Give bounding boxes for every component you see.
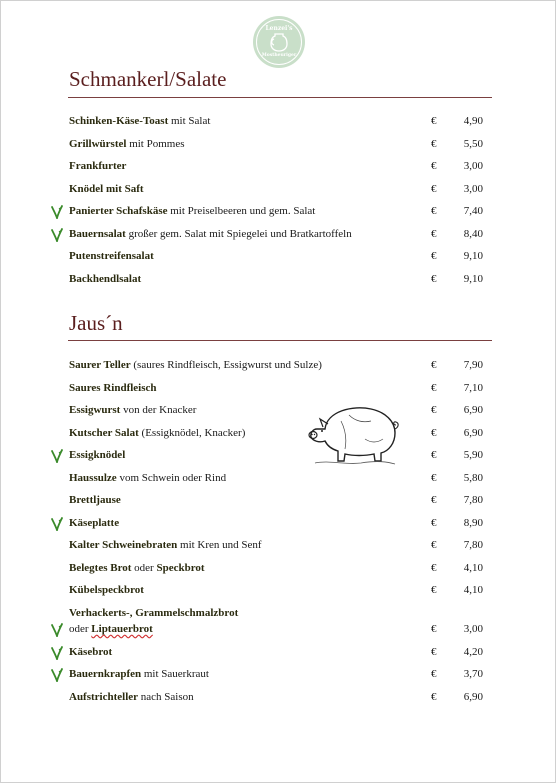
- menu-item-row: [1, 584, 555, 604]
- currency-symbol: €: [431, 250, 437, 262]
- logo-bottom-text: Mostheuriger: [261, 53, 297, 58]
- currency-symbol: €: [431, 205, 437, 217]
- currency-symbol: €: [431, 182, 437, 195]
- menu-item-name: [69, 359, 322, 371]
- menu-item-row: [1, 205, 555, 225]
- item-price: 7,10: [463, 381, 483, 394]
- menu-item-name: [69, 646, 112, 658]
- vegetarian-leaf-icon: [51, 449, 63, 463]
- dish-name: Kutscher Salat: [69, 426, 139, 439]
- menu-item-row: [1, 539, 555, 559]
- restaurant-logo: [253, 16, 305, 68]
- menu-item-name: [69, 623, 153, 635]
- item-price: 8,90: [463, 516, 483, 529]
- menu-item-row: [1, 691, 555, 711]
- currency-symbol: €: [431, 137, 437, 150]
- dish-name: Haussulze: [69, 471, 117, 484]
- section-divider: [68, 340, 492, 341]
- item-price: 7,80: [463, 494, 483, 506]
- currency-symbol: €: [431, 690, 437, 703]
- dish-name: Panierter Schafskäse: [69, 205, 168, 217]
- item-price: 4,10: [463, 561, 483, 574]
- dish-name: Frankfurter: [69, 160, 127, 172]
- currency-symbol: €: [431, 272, 437, 285]
- item-price: 4,90: [463, 115, 483, 127]
- dish-name: Saurer Teller: [69, 359, 131, 371]
- dish-name: Käseplatte: [69, 516, 120, 529]
- menu-item-name: [69, 273, 141, 285]
- menu-item-row: [1, 359, 555, 379]
- currency-symbol: €: [431, 494, 437, 506]
- menu-item-row: [1, 382, 555, 402]
- currency-symbol: €: [431, 516, 437, 529]
- currency-symbol: €: [431, 668, 437, 680]
- dish-name-alt: Liptauerbrot: [91, 623, 153, 635]
- dish-description: nach Saison: [138, 690, 194, 703]
- dish-name: Brettljause: [69, 494, 121, 506]
- menu-item-row: [1, 494, 555, 514]
- dish-description: mit Preiselbeeren und gem. Salat: [167, 205, 316, 217]
- item-price: 3,00: [463, 160, 483, 172]
- currency-symbol: €: [431, 381, 437, 394]
- dish-name: Verhackerts-, Grammelschmalzbrot: [69, 606, 239, 619]
- dish-name: Schinken-Käse-Toast: [69, 115, 169, 127]
- currency-symbol: €: [431, 623, 437, 635]
- item-price: 5,90: [463, 449, 483, 461]
- currency-symbol: €: [431, 227, 437, 240]
- menu-item-row: [1, 160, 555, 180]
- dish-description: großer gem. Salat mit Spiegelei und Bratkartoffeln: [125, 227, 352, 240]
- section-title-jausn: Jaus´n: [69, 311, 123, 335]
- item-price: 4,20: [463, 645, 483, 658]
- item-price: 6,90: [463, 404, 483, 416]
- menu-item-row: [1, 646, 555, 666]
- item-price: 5,50: [463, 137, 483, 150]
- menu-item-name: [69, 472, 226, 484]
- dish-description: oder: [131, 561, 157, 574]
- pig-illustration: [305, 399, 405, 467]
- menu-item-name: [69, 382, 157, 394]
- currency-symbol: €: [431, 561, 437, 574]
- dish-name: Belegtes Brot: [69, 561, 132, 574]
- section-divider: [68, 97, 492, 98]
- menu-item-row: [1, 138, 555, 158]
- dish-name: Backhendlsalat: [69, 272, 142, 285]
- menu-item-row: [1, 250, 555, 270]
- dish-name: Bauernsalat: [69, 227, 126, 240]
- dish-name: Kalter Schweinebraten: [69, 539, 178, 551]
- dish-description: von der Knacker: [120, 404, 197, 416]
- dish-description: vom Schwein oder Rind: [116, 471, 227, 484]
- menu-item-name: [69, 228, 352, 240]
- menu-item-name: [69, 404, 196, 416]
- menu-item-name: [69, 668, 209, 680]
- menu-item-name: [69, 539, 262, 551]
- currency-symbol: €: [431, 359, 437, 371]
- menu-item-name: [69, 584, 144, 596]
- item-price: 9,10: [463, 272, 483, 285]
- item-price: 9,10: [463, 250, 483, 262]
- dish-name: Kübelspeckbrot: [69, 584, 144, 596]
- menu-item-row: [1, 472, 555, 492]
- dish-name: Putenstreifensalat: [69, 250, 154, 262]
- dish-name: Käsebrot: [69, 645, 113, 658]
- currency-symbol: €: [431, 449, 437, 461]
- menu-item-row: [1, 183, 555, 203]
- menu-item-row: [1, 404, 555, 424]
- item-price: 7,90: [463, 359, 483, 371]
- menu-item-name: [69, 183, 144, 195]
- currency-symbol: €: [431, 404, 437, 416]
- menu-item-name: [69, 449, 125, 461]
- jug-icon: [270, 32, 288, 52]
- menu-item-row: [1, 115, 555, 135]
- menu-item-name: [69, 494, 121, 506]
- currency-symbol: €: [431, 115, 437, 127]
- menu-item-name: [69, 607, 238, 619]
- menu-item-row: [1, 668, 555, 688]
- logo-ring: [256, 19, 302, 65]
- menu-item-name: [69, 250, 154, 262]
- currency-symbol: €: [431, 539, 437, 551]
- dish-name: Aufstrichteller: [69, 690, 139, 703]
- menu-item-row: [1, 427, 555, 447]
- vegetarian-leaf-icon: [51, 517, 63, 531]
- menu-item-name: [69, 562, 205, 574]
- dish-description: (Essigknödel, Knacker): [138, 426, 246, 439]
- menu-item-row: [1, 273, 555, 293]
- currency-symbol: €: [431, 584, 437, 596]
- vegetarian-leaf-icon: [51, 646, 63, 660]
- currency-symbol: €: [431, 471, 437, 484]
- currency-symbol: €: [431, 426, 437, 439]
- item-price: 7,80: [463, 539, 483, 551]
- section-title-schmankerl: Schmankerl/Salate: [69, 67, 227, 91]
- dish-name: Essigknödel: [69, 449, 126, 461]
- menu-item-name: [69, 427, 245, 439]
- item-price: 4,10: [463, 584, 483, 596]
- item-price: 3,70: [463, 668, 483, 680]
- vegetarian-leaf-icon: [51, 205, 63, 219]
- dish-name: Knödel mit Saft: [69, 182, 144, 195]
- dish-description: mit Sauerkraut: [141, 668, 209, 680]
- currency-symbol: €: [431, 645, 437, 658]
- menu-item-row: [1, 228, 555, 248]
- item-price: 7,40: [463, 205, 483, 217]
- dish-description: (saures Rindfleisch, Essigwurst und Sulze): [130, 359, 322, 371]
- menu-item-name: [69, 160, 126, 172]
- item-price: 6,90: [463, 690, 483, 703]
- dish-name: Essigwurst: [69, 404, 121, 416]
- dish-description: mit Pommes: [126, 137, 185, 150]
- dish-description: oder: [69, 623, 92, 635]
- item-price: 3,00: [463, 623, 483, 635]
- menu-item-row: [1, 623, 555, 643]
- menu-item-name: [69, 691, 194, 703]
- menu-item-row: [1, 562, 555, 582]
- vegetarian-leaf-icon: [51, 623, 63, 637]
- menu-item-name: [69, 115, 210, 127]
- menu-item-name: [69, 517, 119, 529]
- menu-item-row: [1, 517, 555, 537]
- item-price: 5,80: [463, 471, 483, 484]
- dish-name-alt: Speckbrot: [156, 561, 205, 574]
- menu-item-row: [1, 449, 555, 469]
- item-price: 6,90: [463, 426, 483, 439]
- dish-name: Bauernkrapfen: [69, 668, 142, 680]
- currency-symbol: €: [431, 160, 437, 172]
- vegetarian-leaf-icon: [51, 668, 63, 682]
- menu-item-name: [69, 138, 185, 150]
- vegetarian-leaf-icon: [51, 228, 63, 242]
- dish-name: Grillwürstel: [69, 137, 127, 150]
- dish-description: mit Salat: [168, 115, 211, 127]
- menu-item-name: [69, 205, 315, 217]
- logo-top-text: Lenzei's: [265, 25, 293, 32]
- dish-description: mit Kren und Senf: [177, 539, 262, 551]
- dish-name: Saures Rindfleisch: [69, 381, 157, 394]
- item-price: 8,40: [463, 227, 483, 240]
- item-price: 3,00: [463, 182, 483, 195]
